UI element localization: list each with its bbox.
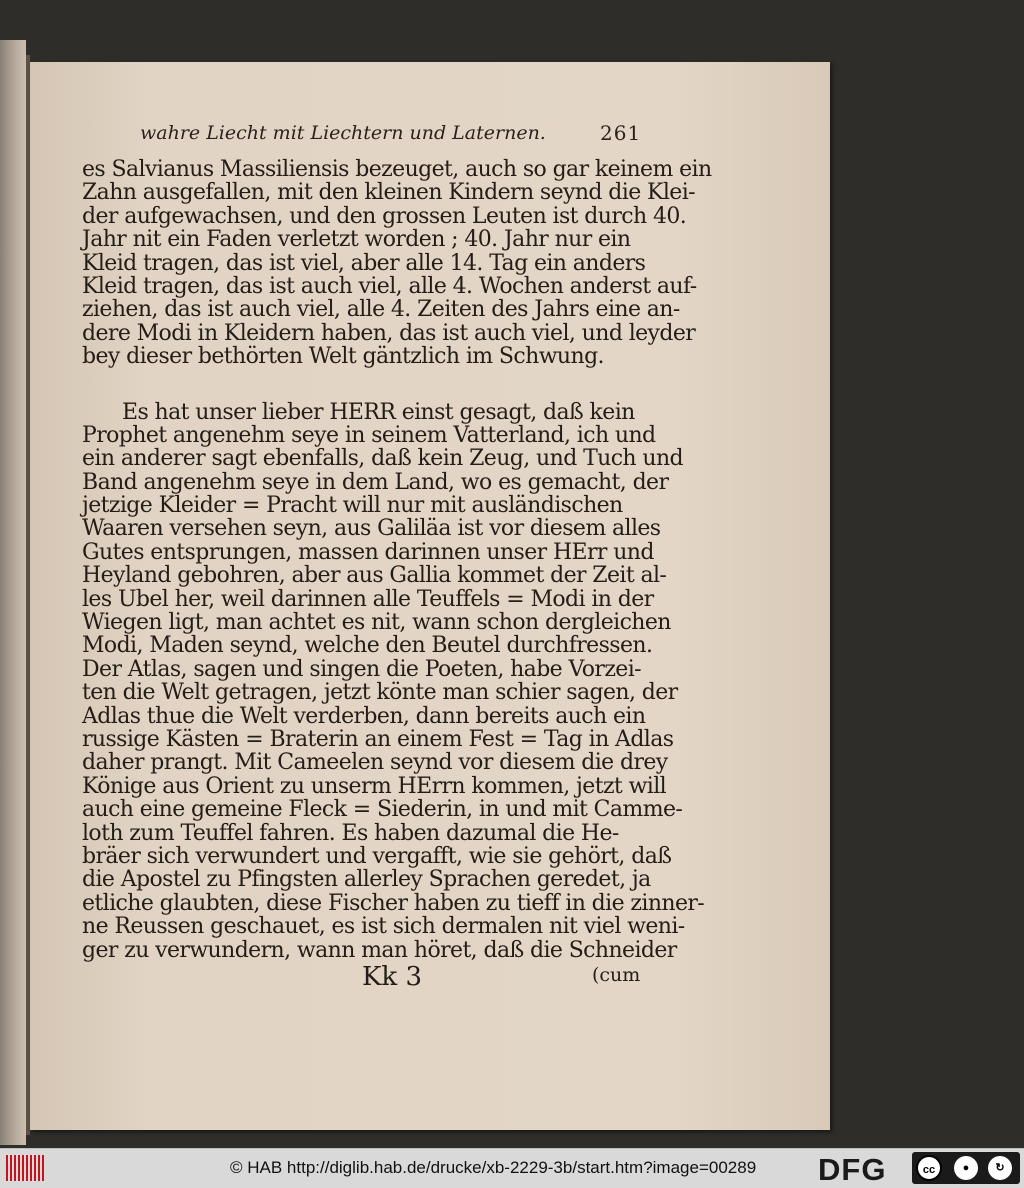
text-line: ne Reussen geschauet, es ist sich dermalen nit viel weni- [82, 914, 685, 940]
text-line: Kleid tragen, das ist auch viel, alle 4. Wochen anderst auf- [82, 273, 697, 299]
text-line: ein anderer sagt ebenfalls, daß kein Zeug, und Tuch und [82, 446, 684, 472]
text-line: bey dieser bethörten Welt gäntzlich im Schwung. [82, 344, 604, 370]
text-line: auch eine gemeine Fleck = Siederin, in und mit Camme- [82, 797, 683, 823]
catchword: (cum [592, 964, 641, 986]
text-line: Band angenehm seye in dem Land, wo es gemacht, der [82, 469, 669, 495]
text-line: Es hat unser lieber HERR einst gesagt, daß kein [122, 399, 635, 425]
text-line: bräer sich verwundert und vergafft, wie sie gehört, daß [82, 843, 672, 869]
text-line: daher prangt. Mit Cameelen seynd vor diesem die drey [82, 750, 668, 776]
text-line: les Ubel her, weil darinnen alle Teuffels = Modi in der [82, 586, 654, 612]
text-line: etliche glaubten, diese Fischer haben zu tieff in die zinner- [82, 890, 705, 916]
signature-mark: Kk 3 [362, 962, 422, 992]
text-line: die Apostel zu Pfingsten allerley Sprachen geredet, ja [82, 867, 651, 893]
text-line: ger zu verwundern, wann man höret, daß die Schneider [82, 937, 677, 963]
text-line: dere Modi in Kleidern haben, das ist auch viel, und leyder [82, 320, 696, 346]
text-line: es Salvianus Massiliensis bezeuget, auch so gar keinem ein [82, 157, 712, 182]
text-line: der aufgewachsen, und den grossen Leuten ist durch 40. [82, 203, 687, 229]
dfg-logo[interactable]: DFG [818, 1152, 887, 1187]
previous-page-edge [0, 40, 26, 1145]
text-line: Prophet angenehm seye in seinem Vatterland, ich und [82, 422, 656, 448]
text-line: Heyland gebohren, aber aus Gallia kommet der Zeit al- [82, 563, 667, 589]
text-line: Waaren versehen seyn, aus Galiläa ist vor diesem alles [82, 516, 661, 542]
body-text [82, 157, 712, 963]
copyright-link[interactable]: © HAB http://diglib.hab.de/drucke/xb-2229-3b/start.htm?image=00289 [230, 1158, 757, 1177]
text-line: Jahr nit ein Faden verletzt worden ; 40. Jahr nur ein [82, 227, 631, 253]
sa-icon: ↻ [988, 1156, 1012, 1180]
text-line: ten die Welt getragen, jetzt könte man schier sagen, der [82, 680, 678, 706]
page-number: 261 [600, 121, 642, 145]
by-icon: ● [954, 1156, 978, 1180]
running-head: wahre Liecht mit Liechtern und Laternen. [140, 122, 546, 144]
license-badge[interactable] [912, 1152, 1020, 1184]
viewer-footer [0, 1148, 1024, 1188]
text-line: Kleid tragen, das ist viel, aber alle 14. Tag ein anders [82, 250, 646, 276]
text-line: jetzige Kleider = Pracht will nur mit ausländischen [82, 493, 623, 519]
text-line: Adlas thue die Welt verderben, dann bereits auch ein [82, 703, 646, 729]
text-line: Modi, Maden seynd, welche den Beutel durchfressen. [82, 633, 653, 659]
text-line: russige Kästen = Braterin an einem Fest = Tag in Adlas [82, 726, 674, 752]
text-line: ziehen, das ist auch viel, alle 4. Zeiten des Jahrs eine an- [82, 297, 680, 323]
text-line: Zahn ausgefallen, mit den kleinen Kindern seynd die Klei- [82, 180, 695, 206]
text-line: Der Atlas, sagen und singen die Poeten, habe Vorzei- [82, 656, 641, 682]
cc-icon: cc [916, 1155, 942, 1181]
text-line: Könige aus Orient zu unserm HErrn kommen, jetzt will [82, 773, 667, 799]
text-line: Gutes entsprungen, massen darinnen unser HErr und [82, 539, 654, 565]
text-line: Wiegen ligt, man achtet es nit, wann schon dergleichen [82, 610, 671, 636]
barcode-icon [6, 1155, 46, 1181]
text-line: loth zum Teuffel fahren. Es haben dazumal die He- [82, 820, 619, 846]
